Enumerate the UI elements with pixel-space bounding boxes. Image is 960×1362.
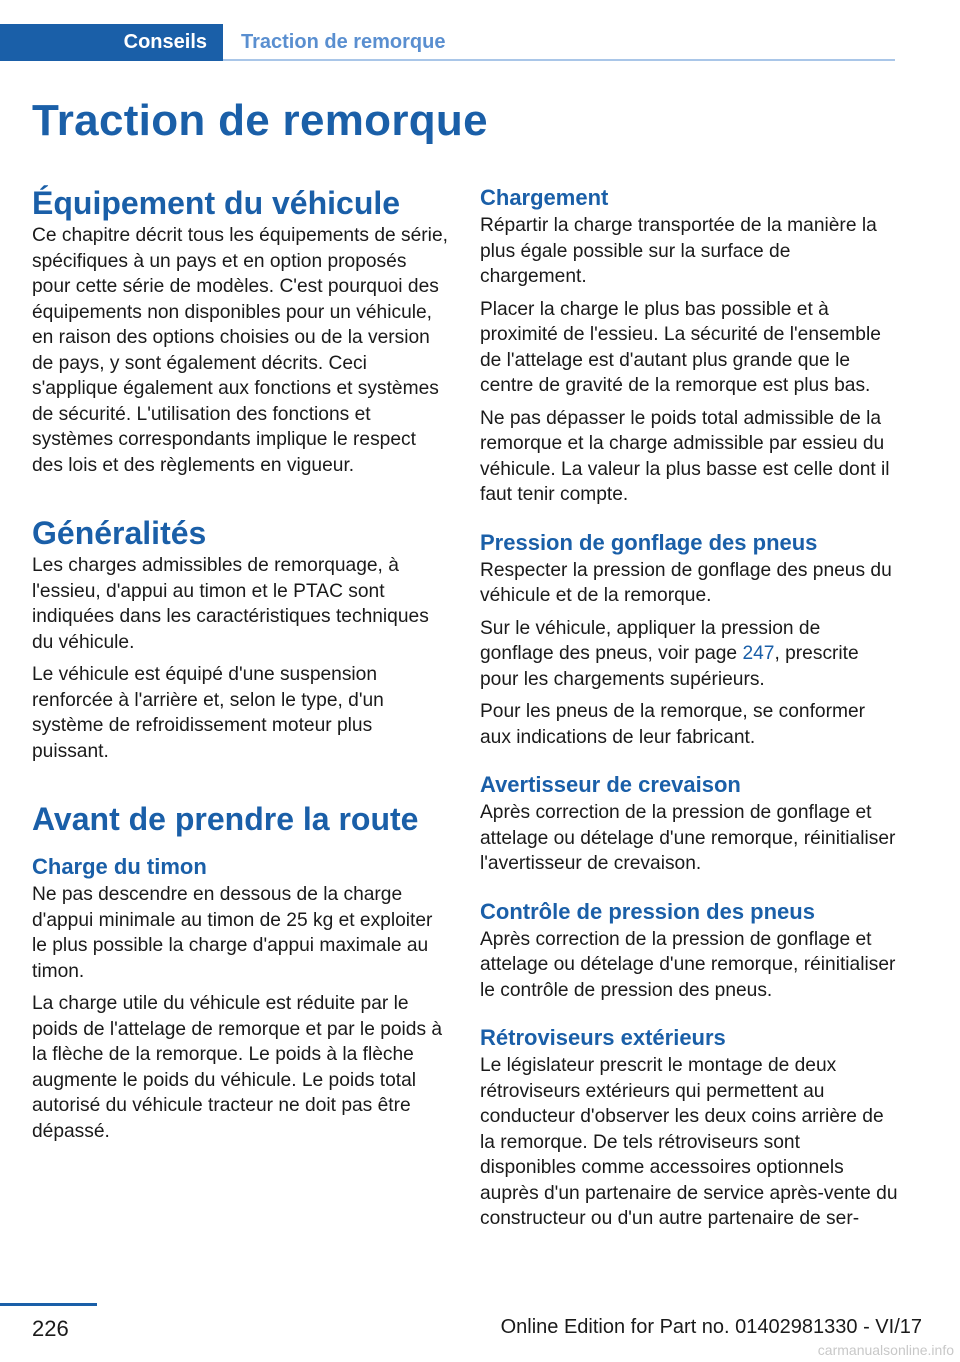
heading-avant-route: Avant de prendre la route [32,801,419,837]
paragraph: Après correction de la pression de gonflage et attelage ou dételage d'une remorque, réinitialiser l'avertisseur de crevaison. [480,802,896,874]
right-column [480,183,898,1239]
paragraph: Ne pas descendre en dessous de la charge d'appui minimale au timon de 25 kg et exploiter le plus possible la charge d'appui maximale au timon. [32,884,433,982]
page-title: Traction de remorque [32,96,488,145]
paragraph: Respecter la pression de gonflage des pneus du véhicule et de la remorque. [480,559,892,606]
page-link[interactable]: 247 [742,643,775,664]
subheading-pression: Pression de gonflage des pneus [480,529,818,555]
section-tab-traction[interactable]: Traction de remorque [241,31,446,53]
paragraph: Après correction de la pression de gonflage et attelage ou dételage d'une remorque, réinitialiser le contrôle de pression des pneus. [480,928,896,1001]
subheading-controle: Contrôle de pression des pneus [480,898,815,924]
paragraph: Ne pas dépasser le poids total admissible de la remorque et la charge admissible par essieu du véhicule. La valeur la plus basse est celle dont il faut tenir compte. [480,407,890,505]
paragraph: Placer la charge le plus bas possible et à proximité de l'essieu. La sécurité de l'ensemble de l'attelage est d'autant plus grande que le centre de gravité de la remorque est plus bas. [480,298,881,396]
heading-generalites: Généralités [32,515,207,551]
paragraph: Répartir la charge transportée de la manière la plus égale possible sur la surface de chargement. [480,215,877,287]
paragraph-with-link [480,616,898,693]
paragraph: Pour les pneus de la remorque, se conformer aux indications de leur fabricant. [480,701,866,748]
paragraph: Le législateur prescrit le montage de deux rétroviseurs extérieurs qui permettent au conducteur d'observer les deux coins arrière de la remorque. De tels rétroviseurs sont disponibles comme accessoires optionnels auprès d'un partenaire de service après-vente du constructeur ou d'un autre partenaire de ser- [480,1055,898,1229]
subheading-chargement: Chargement [480,185,609,210]
subheading-retroviseurs: Rétroviseurs extérieurs [480,1025,726,1050]
page-header [0,0,960,62]
paragraph: Les charges admissibles de remorquage, à l'essieu, d'appui au timon et le PTAC sont indiquées dans les caractéristiques techniques du véhicule. [32,555,429,653]
edition-info: Online Edition for Part no. 01402981330 - VI/17 [500,1316,922,1338]
header-divider [223,59,895,61]
subheading-charge-timon: Charge du timon [32,854,207,879]
page-number: 226 [32,1316,69,1341]
left-column [32,183,450,1151]
text: Sur le véhicule, appliquer la pression de gonflage des pneus, voir page [480,617,821,664]
paragraph: La charge utile du véhicule est réduite par le poids de l'attelage de remorque et par le poids à la flèche de la remorque. Le poids à la flèche augmente le poids du véhicule. Le poids total autorisé du véhicule tracteur ne doit pas être dépassé. [32,993,443,1142]
subheading-avertisseur: Avertisseur de crevaison [480,772,741,797]
paragraph: Le véhicule est équipé d'une suspension renforcée à l'arrière et, selon le type, d'un système de refroidissement moteur plus puissant. [32,664,384,762]
paragraph: Ce chapitre décrit tous les équipements de série, spécifiques à un pays et en option proposés pour cette série de modèles. C'est pourquoi des équipements non disponibles pour un véhicule, en raison des options choisies ou de la version de pays, y sont également décrits. Ceci s'applique également aux fonctions et systèmes de sécurité. L'utilisation des fonctions et systèmes correspondants implique le respect des lois et des règlements en vigueur. [32,225,448,476]
heading-equipement: Équipement du véhicule [32,185,401,221]
watermark: carmanualsonline.info [817,1342,954,1358]
text: , prescrite pour les chargements supérieurs. [480,643,859,690]
section-tab-conseils[interactable]: Conseils [0,24,223,61]
footer-accent-line [0,1303,97,1306]
